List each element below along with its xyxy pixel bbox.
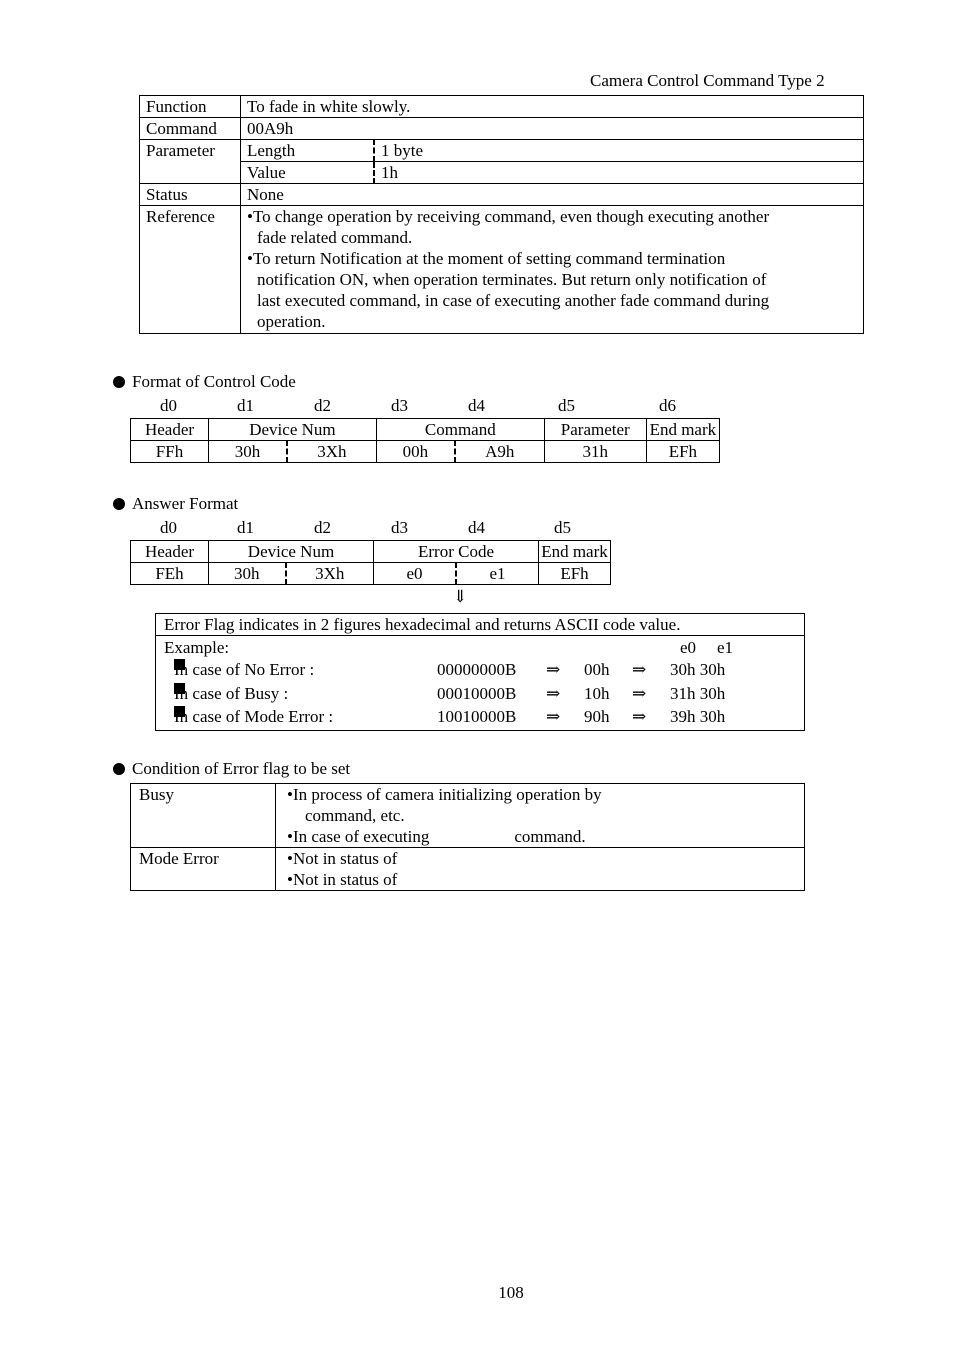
format-value-cell: EFh xyxy=(539,563,611,585)
mode-error-conditions xyxy=(276,848,805,891)
bullet-icon xyxy=(113,376,125,388)
example-hex: 00h xyxy=(584,660,610,679)
value-value: 1h xyxy=(374,162,864,184)
control-code-section-title: Format of Control Code xyxy=(113,372,296,392)
example-ascii: 39h 30h xyxy=(670,707,726,726)
error-flag-examples xyxy=(156,636,805,731)
format-header-cell: Header xyxy=(131,419,209,441)
e0-label: e0 xyxy=(680,638,697,657)
busy-condition-line: command, etc. xyxy=(305,806,405,825)
format-value-cell: 30h xyxy=(209,441,287,463)
example-binary: 00010000B xyxy=(437,683,517,703)
format-value-cell: 3Xh xyxy=(287,441,376,463)
format-value-cell: FEh xyxy=(131,563,209,585)
format-value-cell: 00h xyxy=(376,441,454,463)
error-flag-box xyxy=(155,613,805,731)
example-binary: 00000000B xyxy=(437,660,517,679)
reference-text xyxy=(241,206,864,334)
column-label: d0 xyxy=(160,396,177,415)
format-header-cell: End mark xyxy=(646,419,719,441)
example-hex: 90h xyxy=(584,707,610,726)
column-label: d5 xyxy=(554,518,571,537)
example-row: In case of Mode Error : 10010000B ⇒ 90h ⇒ 39h 30h xyxy=(174,707,726,726)
command-value: 00A9h xyxy=(241,118,864,140)
condition-table xyxy=(130,783,805,891)
column-label: d1 xyxy=(237,396,254,415)
status-value: None xyxy=(241,184,864,206)
status-label: Status xyxy=(140,184,241,206)
format-value-cell: 30h xyxy=(209,563,286,585)
column-label: d0 xyxy=(160,518,177,537)
right-arrow-icon: ⇒ xyxy=(546,683,561,703)
bullet-icon xyxy=(113,763,125,775)
column-label: d5 xyxy=(558,396,575,415)
column-label: d1 xyxy=(237,518,254,537)
mode-error-condition-line: •Not in status of xyxy=(287,870,398,889)
reference-line: operation. xyxy=(257,312,326,331)
reference-line: notification ON, when operation terminates. But return only notification of xyxy=(257,270,767,289)
format-value-cell: A9h xyxy=(455,441,544,463)
busy-label: Busy xyxy=(131,784,276,848)
page-number: 108 xyxy=(498,1283,524,1302)
busy-conditions xyxy=(276,784,805,848)
column-label: d3 xyxy=(391,518,408,537)
length-label: Length xyxy=(241,140,375,162)
control-code-table xyxy=(130,418,720,463)
value-label: Value xyxy=(241,162,375,184)
mode-error-label: Mode Error xyxy=(131,848,276,891)
format-value-cell: e0 xyxy=(374,563,457,585)
reference-line: •To change operation by receiving command, even though executing another xyxy=(247,207,770,226)
e1-label: e1 xyxy=(717,638,734,657)
answer-format-table xyxy=(130,540,611,585)
right-arrow-icon: ⇒ xyxy=(632,660,647,679)
column-label: d4 xyxy=(468,396,485,415)
command-label: Command xyxy=(140,118,241,140)
busy-condition-line: •In process of camera initializing operation by xyxy=(287,785,602,804)
column-label: d4 xyxy=(468,518,485,537)
format-header-cell: Device Num xyxy=(209,419,377,441)
column-label: d2 xyxy=(314,396,331,415)
format-value-cell: FFh xyxy=(131,441,209,463)
column-label: d2 xyxy=(314,518,331,537)
function-value: To fade in white slowly. xyxy=(241,96,864,118)
format-value-cell: 31h xyxy=(544,441,646,463)
example-row: In case of No Error : 00000000B ⇒ 00h ⇒ 30h 30h xyxy=(174,660,726,679)
mode-error-condition-line: •Not in status of xyxy=(287,849,398,868)
answer-format-section-title: Answer Format xyxy=(113,494,238,514)
command-spec-table xyxy=(139,95,864,334)
reference-label: Reference xyxy=(140,206,241,334)
column-label: d6 xyxy=(659,396,676,415)
right-arrow-icon: ⇒ xyxy=(632,683,647,703)
reference-line: last executed command, in case of executing another fade command during xyxy=(257,291,770,310)
format-header-cell: Header xyxy=(131,541,209,563)
condition-section-title: Condition of Error flag to be set xyxy=(113,759,350,779)
format-header-cell: Device Num xyxy=(209,541,374,563)
example-binary: 10010000B xyxy=(437,707,517,726)
format-header-cell: Parameter xyxy=(544,419,646,441)
format-header-cell: Error Code xyxy=(374,541,539,563)
format-value-cell: 3Xh xyxy=(286,563,374,585)
document-header-title: Camera Control Command Type 2 xyxy=(590,71,825,90)
busy-condition-line: •In case of executing command. xyxy=(287,827,586,846)
length-value: 1 byte xyxy=(374,140,864,162)
down-arrow-icon: ⇓ xyxy=(453,587,468,606)
parameter-label: Parameter xyxy=(140,140,241,184)
right-arrow-icon: ⇒ xyxy=(546,660,561,679)
example-ascii: 31h 30h xyxy=(670,683,726,703)
right-arrow-icon: ⇒ xyxy=(632,707,647,726)
example-hex: 10h xyxy=(584,683,610,703)
format-header-cell: End mark xyxy=(539,541,611,563)
example-row: In case of Busy : 00010000B ⇒ 10h ⇒ 31h 30h xyxy=(174,683,726,703)
function-label: Function xyxy=(140,96,241,118)
error-flag-description: Error Flag indicates in 2 figures hexadecimal and returns ASCII code value. xyxy=(156,614,805,636)
example-ascii: 30h 30h xyxy=(670,660,726,679)
bullet-icon xyxy=(113,498,125,510)
reference-line: •To return Notification at the moment of setting command termination xyxy=(247,249,726,268)
column-label: d3 xyxy=(391,396,408,415)
reference-line: fade related command. xyxy=(257,228,413,247)
format-header-cell: Command xyxy=(376,419,544,441)
right-arrow-icon: ⇒ xyxy=(546,707,561,726)
format-value-cell: e1 xyxy=(456,563,539,585)
example-label: Example: xyxy=(164,638,230,657)
format-value-cell: EFh xyxy=(646,441,719,463)
